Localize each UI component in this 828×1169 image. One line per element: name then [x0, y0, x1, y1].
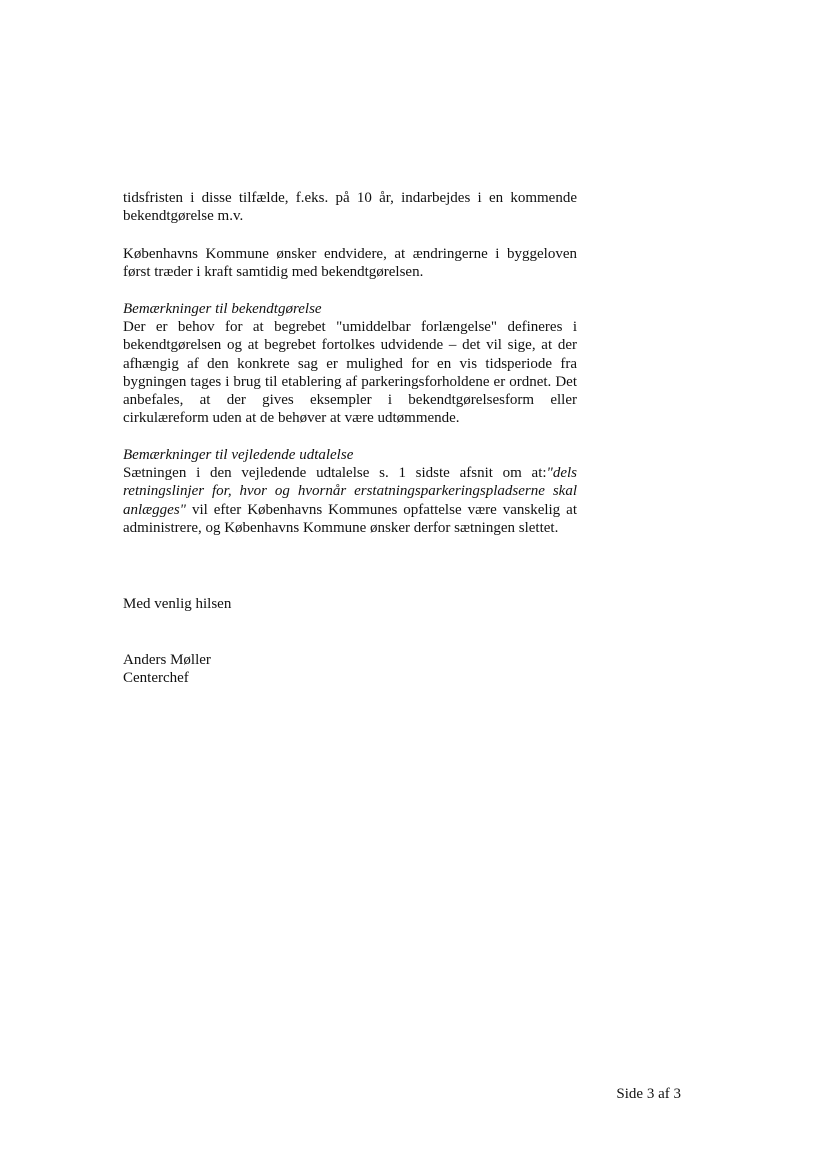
section-heading-bekendtgoerelse: Bemærkninger til bekendtgørelse — [123, 301, 322, 317]
section-vejledende-udtalelse — [123, 446, 577, 537]
section-body-start: Sætningen i den vejledende udtalelse s. 1 sidste afsnit om at: — [123, 465, 547, 482]
page-number: Side 3 af 3 — [616, 1086, 681, 1102]
signature-block — [123, 651, 577, 687]
section-quote: "dels retningslinjer for, hvor og hvornår erstatningsparkeringspladserne skal anlægges" — [123, 465, 577, 518]
paragraph-tidsfristen: tidsfristen i disse tilfælde, f.eks. på 10 år, indarbejdes i en kommende bekendtgørelse m.v. — [123, 190, 577, 225]
section-body-end: vil efter Københavns Kommunes opfattelse være vanskelig at administrere, og Københavns Kommune ønsker derfor sætningen slettet. — [123, 501, 577, 536]
signature-title: Centerchef — [123, 670, 189, 687]
paragraph-endvidere: Københavns Kommune ønsker endvidere, at ændringerne i byggeloven først træder i kraft samtidig med bekendtgørelsen. — [123, 246, 577, 281]
section-heading-vejledende-udtalelse: Bemærkninger til vejledende udtalelse — [123, 447, 354, 463]
signature-name: Anders Møller — [123, 652, 211, 668]
section-bekendtgoerelse — [123, 300, 577, 427]
section-body-bekendtgoerelse: Der er behov for at begrebet "umiddelbar forlængelse" defineres i bekendtgørelsen og at begrebet fortolkes udvidende – det vil sige, at der afhængig af den konkrete sag er mulighed for en vis tidsperiode fra bygningen tages i brug til etablering af parkeringsforholdene er ordnet. Det anbefales, at der gives eksempler i bekendtgørelsesform eller cirkulæreform uden at de behøver at være udtømmende. — [123, 319, 577, 427]
closing-greeting: Med venlig hilsen — [123, 596, 232, 612]
